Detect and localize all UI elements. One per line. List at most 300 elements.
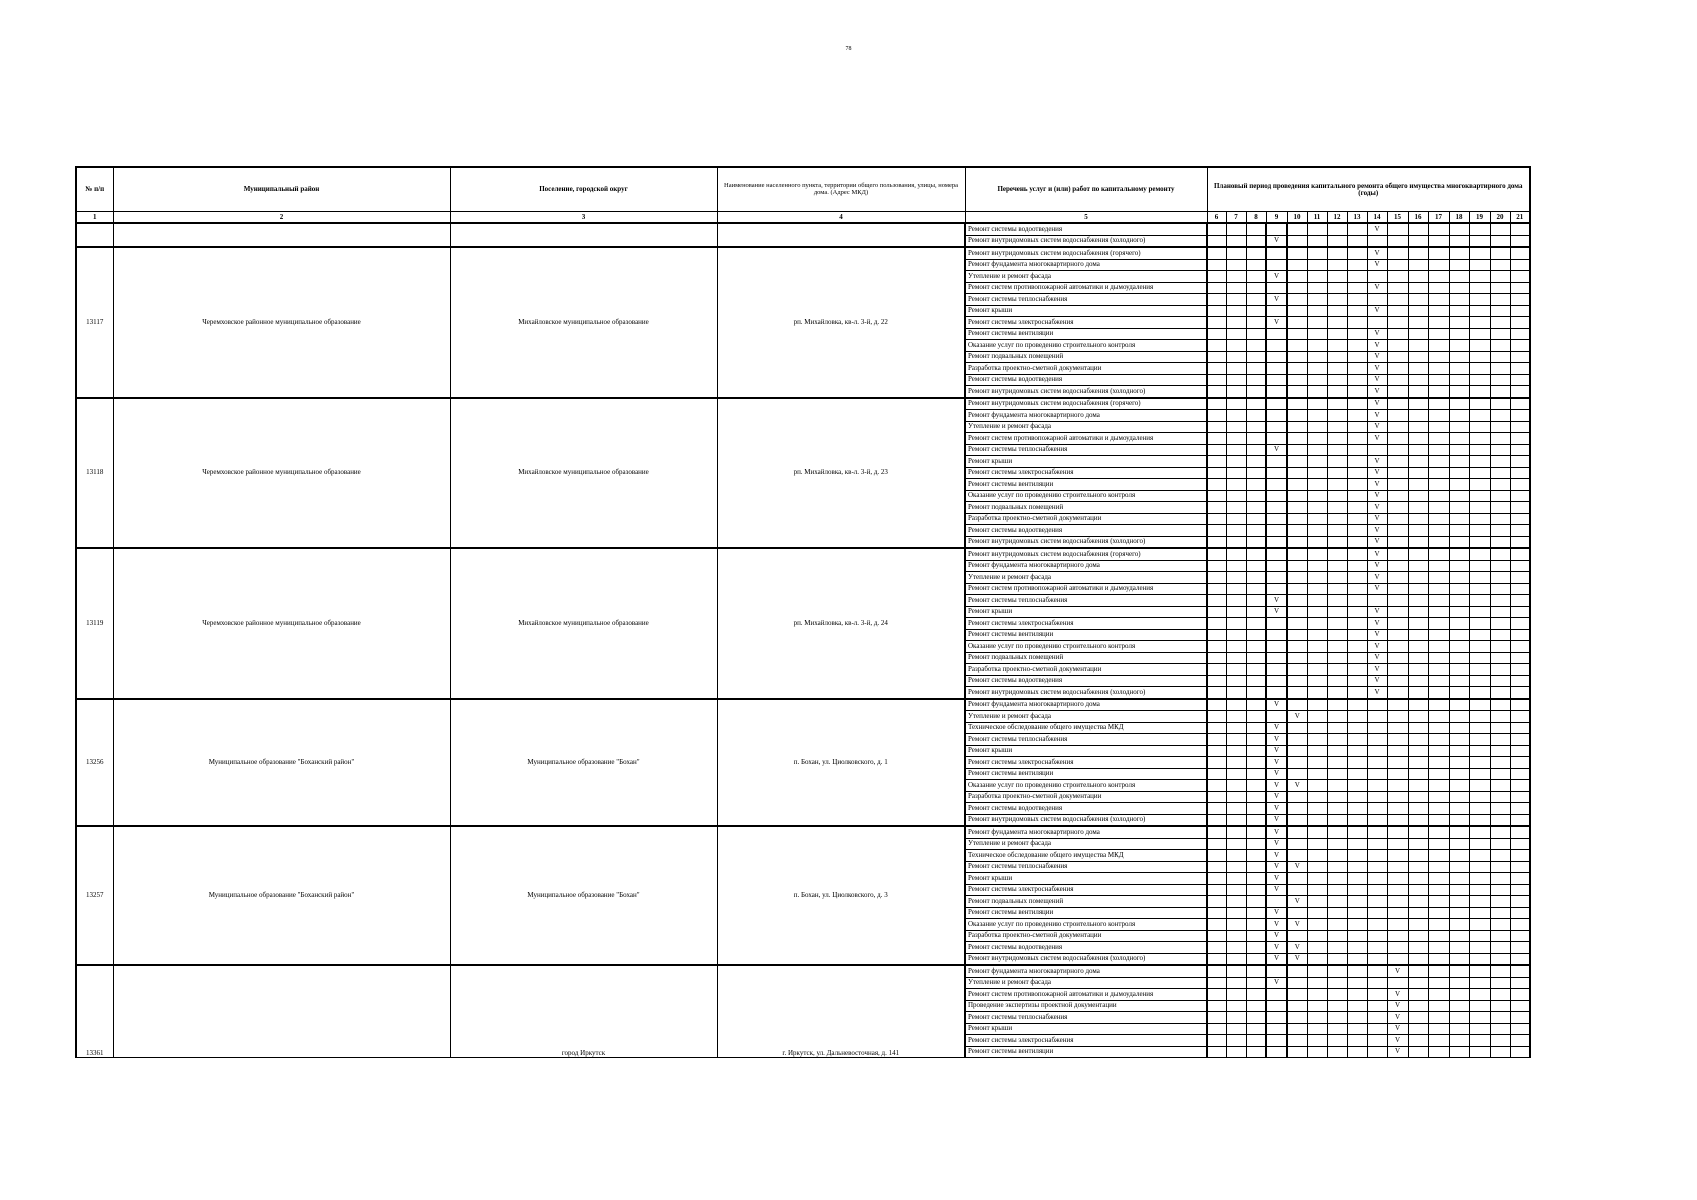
year-cell-9 bbox=[1266, 525, 1287, 537]
year-cell-21 bbox=[1510, 757, 1530, 769]
work-item: Разработка проектно-сметной документации bbox=[965, 791, 1207, 803]
year-cell-17 bbox=[1428, 479, 1449, 491]
year-cell-20 bbox=[1490, 826, 1510, 838]
year-cell-21 bbox=[1510, 641, 1530, 653]
year-cell-12 bbox=[1327, 977, 1347, 989]
year-cell-17 bbox=[1428, 560, 1449, 572]
year-cell-12 bbox=[1327, 1023, 1347, 1035]
header-number: № п/п bbox=[76, 167, 113, 212]
year-cell-13 bbox=[1347, 618, 1367, 630]
year-cell-13 bbox=[1347, 502, 1367, 514]
year-cell-6 bbox=[1207, 838, 1226, 850]
year-cell-16 bbox=[1408, 271, 1428, 283]
year-cell-20 bbox=[1490, 664, 1510, 676]
year-cell-11 bbox=[1307, 1000, 1327, 1012]
year-cell-13 bbox=[1347, 536, 1367, 548]
year-cell-19 bbox=[1469, 942, 1490, 954]
year-cell-11 bbox=[1307, 907, 1327, 919]
year-mark-9: V bbox=[1266, 850, 1287, 862]
year-cell-12 bbox=[1327, 490, 1347, 502]
year-cell-17 bbox=[1428, 1023, 1449, 1035]
year-cell-21 bbox=[1510, 1046, 1530, 1058]
year-cell-7 bbox=[1226, 305, 1246, 317]
year-cell-17 bbox=[1428, 305, 1449, 317]
work-item: Ремонт системы электроснабжения bbox=[965, 757, 1207, 769]
year-cell-12 bbox=[1327, 606, 1347, 618]
year-cell-11 bbox=[1307, 930, 1327, 942]
row-number: 13361 bbox=[76, 965, 113, 1058]
year-cell-19 bbox=[1469, 722, 1490, 734]
year-cell-7 bbox=[1226, 768, 1246, 780]
year-cell-18 bbox=[1449, 595, 1469, 607]
year-cell-9 bbox=[1266, 664, 1287, 676]
year-cell-10 bbox=[1287, 548, 1307, 560]
column-number: 6 bbox=[1207, 212, 1226, 224]
work-item: Утепление и ремонт фасада bbox=[965, 572, 1207, 584]
year-cell-19 bbox=[1469, 386, 1490, 398]
year-cell-19 bbox=[1469, 1000, 1490, 1012]
year-cell-18 bbox=[1449, 294, 1469, 306]
year-cell-13 bbox=[1347, 513, 1367, 525]
year-cell-13 bbox=[1347, 850, 1367, 862]
year-cell-10 bbox=[1287, 641, 1307, 653]
year-cell-15 bbox=[1387, 398, 1408, 410]
year-cell-9 bbox=[1266, 618, 1287, 630]
year-cell-13 bbox=[1347, 235, 1367, 247]
year-cell-19 bbox=[1469, 271, 1490, 283]
year-cell-15 bbox=[1387, 282, 1408, 294]
year-cell-8 bbox=[1246, 456, 1266, 468]
year-cell-13 bbox=[1347, 699, 1367, 711]
year-cell-17 bbox=[1428, 513, 1449, 525]
work-item: Ремонт системы электроснабжения bbox=[965, 618, 1207, 630]
year-cell-16 bbox=[1408, 513, 1428, 525]
year-mark-14: V bbox=[1367, 340, 1387, 352]
year-cell-18 bbox=[1449, 410, 1469, 422]
year-cell-15 bbox=[1387, 351, 1408, 363]
year-cell-14 bbox=[1367, 977, 1387, 989]
year-mark-15: V bbox=[1387, 1046, 1408, 1058]
year-cell-13 bbox=[1347, 814, 1367, 826]
year-cell-16 bbox=[1408, 919, 1428, 931]
year-cell-9 bbox=[1266, 363, 1287, 375]
year-cell-19 bbox=[1469, 699, 1490, 711]
year-cell-6 bbox=[1207, 328, 1226, 340]
year-cell-9 bbox=[1266, 965, 1287, 977]
year-cell-12 bbox=[1327, 641, 1347, 653]
year-cell-12 bbox=[1327, 826, 1347, 838]
year-cell-8 bbox=[1246, 1046, 1266, 1058]
year-cell-7 bbox=[1226, 525, 1246, 537]
year-cell-11 bbox=[1307, 317, 1327, 329]
year-cell-13 bbox=[1347, 745, 1367, 757]
work-item: Ремонт системы теплоснабжения bbox=[965, 1012, 1207, 1024]
year-cell-8 bbox=[1246, 398, 1266, 410]
year-cell-16 bbox=[1408, 930, 1428, 942]
year-cell-17 bbox=[1428, 652, 1449, 664]
year-mark-15: V bbox=[1387, 1000, 1408, 1012]
year-cell-20 bbox=[1490, 502, 1510, 514]
year-cell-11 bbox=[1307, 583, 1327, 595]
year-cell-20 bbox=[1490, 572, 1510, 584]
work-item: Ремонт внутридомовых систем водоснабжения (холодного) bbox=[965, 814, 1207, 826]
year-cell-16 bbox=[1408, 803, 1428, 815]
work-item: Техническое обследование общего имущества МКД bbox=[965, 850, 1207, 862]
year-cell-17 bbox=[1428, 444, 1449, 456]
year-cell-12 bbox=[1327, 850, 1347, 862]
year-cell-12 bbox=[1327, 664, 1347, 676]
year-cell-8 bbox=[1246, 873, 1266, 885]
header-settlement: Поселение, городской округ bbox=[450, 167, 717, 212]
year-cell-7 bbox=[1226, 386, 1246, 398]
year-cell-10 bbox=[1287, 502, 1307, 514]
year-cell-19 bbox=[1469, 814, 1490, 826]
year-cell-16 bbox=[1408, 536, 1428, 548]
year-cell-8 bbox=[1246, 548, 1266, 560]
year-cell-15 bbox=[1387, 317, 1408, 329]
year-cell-7 bbox=[1226, 826, 1246, 838]
year-mark-9: V bbox=[1266, 884, 1287, 896]
year-cell-13 bbox=[1347, 1000, 1367, 1012]
year-cell-8 bbox=[1246, 259, 1266, 271]
year-cell-13 bbox=[1347, 791, 1367, 803]
year-cell-8 bbox=[1246, 699, 1266, 711]
year-cell-20 bbox=[1490, 433, 1510, 445]
year-cell-11 bbox=[1307, 953, 1327, 965]
work-item: Ремонт системы водоотведения bbox=[965, 803, 1207, 815]
year-cell-19 bbox=[1469, 664, 1490, 676]
year-cell-14 bbox=[1367, 699, 1387, 711]
year-cell-21 bbox=[1510, 363, 1530, 375]
year-cell-11 bbox=[1307, 386, 1327, 398]
year-mark-9: V bbox=[1266, 826, 1287, 838]
year-cell-13 bbox=[1347, 989, 1367, 1001]
year-cell-21 bbox=[1510, 536, 1530, 548]
year-cell-7 bbox=[1226, 247, 1246, 259]
year-cell-18 bbox=[1449, 652, 1469, 664]
year-cell-19 bbox=[1469, 282, 1490, 294]
year-cell-10 bbox=[1287, 803, 1307, 815]
year-cell-21 bbox=[1510, 223, 1530, 235]
year-cell-14 bbox=[1367, 791, 1387, 803]
year-mark-10: V bbox=[1287, 942, 1307, 954]
year-cell-18 bbox=[1449, 850, 1469, 862]
year-mark-9: V bbox=[1266, 734, 1287, 746]
year-cell-19 bbox=[1469, 965, 1490, 977]
year-cell-18 bbox=[1449, 235, 1469, 247]
year-cell-12 bbox=[1327, 699, 1347, 711]
year-cell-19 bbox=[1469, 861, 1490, 873]
work-item: Ремонт крыши bbox=[965, 305, 1207, 317]
year-mark-9: V bbox=[1266, 722, 1287, 734]
year-cell-16 bbox=[1408, 780, 1428, 792]
year-cell-6 bbox=[1207, 560, 1226, 572]
year-cell-19 bbox=[1469, 223, 1490, 235]
year-cell-17 bbox=[1428, 618, 1449, 630]
year-cell-7 bbox=[1226, 618, 1246, 630]
year-cell-9 bbox=[1266, 386, 1287, 398]
year-cell-15 bbox=[1387, 421, 1408, 433]
year-cell-6 bbox=[1207, 814, 1226, 826]
year-cell-19 bbox=[1469, 618, 1490, 630]
year-cell-8 bbox=[1246, 803, 1266, 815]
year-cell-18 bbox=[1449, 745, 1469, 757]
year-mark-14: V bbox=[1367, 548, 1387, 560]
year-cell-18 bbox=[1449, 317, 1469, 329]
year-cell-15 bbox=[1387, 664, 1408, 676]
year-cell-21 bbox=[1510, 398, 1530, 410]
year-cell-18 bbox=[1449, 479, 1469, 491]
year-mark-14: V bbox=[1367, 421, 1387, 433]
year-cell-6 bbox=[1207, 536, 1226, 548]
year-cell-9 bbox=[1266, 223, 1287, 235]
year-cell-18 bbox=[1449, 536, 1469, 548]
year-cell-14 bbox=[1367, 953, 1387, 965]
year-cell-20 bbox=[1490, 247, 1510, 259]
year-cell-8 bbox=[1246, 606, 1266, 618]
year-cell-8 bbox=[1246, 223, 1266, 235]
table-body bbox=[76, 223, 1530, 1058]
year-cell-7 bbox=[1226, 259, 1246, 271]
year-cell-7 bbox=[1226, 965, 1246, 977]
year-cell-7 bbox=[1226, 745, 1246, 757]
year-cell-7 bbox=[1226, 479, 1246, 491]
year-cell-18 bbox=[1449, 965, 1469, 977]
year-cell-11 bbox=[1307, 699, 1327, 711]
year-cell-14 bbox=[1367, 826, 1387, 838]
year-cell-6 bbox=[1207, 456, 1226, 468]
year-cell-16 bbox=[1408, 826, 1428, 838]
year-cell-8 bbox=[1246, 989, 1266, 1001]
year-cell-14 bbox=[1367, 768, 1387, 780]
year-cell-19 bbox=[1469, 456, 1490, 468]
year-cell-19 bbox=[1469, 745, 1490, 757]
year-cell-21 bbox=[1510, 919, 1530, 931]
year-cell-20 bbox=[1490, 328, 1510, 340]
year-cell-8 bbox=[1246, 675, 1266, 687]
year-cell-18 bbox=[1449, 664, 1469, 676]
year-cell-7 bbox=[1226, 977, 1246, 989]
year-cell-13 bbox=[1347, 780, 1367, 792]
column-number: 18 bbox=[1449, 212, 1469, 224]
year-cell-16 bbox=[1408, 421, 1428, 433]
year-cell-21 bbox=[1510, 572, 1530, 584]
year-cell-8 bbox=[1246, 814, 1266, 826]
year-cell-17 bbox=[1428, 757, 1449, 769]
year-cell-6 bbox=[1207, 502, 1226, 514]
year-cell-6 bbox=[1207, 606, 1226, 618]
year-cell-13 bbox=[1347, 1046, 1367, 1058]
year-cell-20 bbox=[1490, 989, 1510, 1001]
year-cell-21 bbox=[1510, 780, 1530, 792]
year-cell-15 bbox=[1387, 791, 1408, 803]
year-cell-7 bbox=[1226, 351, 1246, 363]
work-item: Утепление и ремонт фасада bbox=[965, 421, 1207, 433]
year-cell-15 bbox=[1387, 294, 1408, 306]
year-cell-11 bbox=[1307, 560, 1327, 572]
year-cell-18 bbox=[1449, 942, 1469, 954]
year-cell-6 bbox=[1207, 791, 1226, 803]
year-cell-21 bbox=[1510, 652, 1530, 664]
year-cell-8 bbox=[1246, 583, 1266, 595]
year-cell-10 bbox=[1287, 583, 1307, 595]
year-cell-16 bbox=[1408, 305, 1428, 317]
year-cell-20 bbox=[1490, 965, 1510, 977]
year-cell-13 bbox=[1347, 652, 1367, 664]
year-cell-6 bbox=[1207, 687, 1226, 699]
year-cell-18 bbox=[1449, 814, 1469, 826]
year-cell-11 bbox=[1307, 467, 1327, 479]
year-cell-16 bbox=[1408, 791, 1428, 803]
year-mark-14: V bbox=[1367, 664, 1387, 676]
row-settlement: Михайловское муниципальное образование bbox=[450, 548, 717, 699]
year-cell-12 bbox=[1327, 317, 1347, 329]
year-cell-11 bbox=[1307, 838, 1327, 850]
column-number: 17 bbox=[1428, 212, 1449, 224]
year-cell-14 bbox=[1367, 907, 1387, 919]
year-cell-17 bbox=[1428, 583, 1449, 595]
year-cell-15 bbox=[1387, 838, 1408, 850]
year-cell-15 bbox=[1387, 803, 1408, 815]
year-cell-12 bbox=[1327, 560, 1347, 572]
year-cell-20 bbox=[1490, 456, 1510, 468]
year-cell-6 bbox=[1207, 711, 1226, 723]
year-cell-8 bbox=[1246, 513, 1266, 525]
year-cell-10 bbox=[1287, 490, 1307, 502]
year-cell-21 bbox=[1510, 247, 1530, 259]
year-cell-17 bbox=[1428, 711, 1449, 723]
year-cell-19 bbox=[1469, 351, 1490, 363]
year-cell-20 bbox=[1490, 711, 1510, 723]
year-cell-6 bbox=[1207, 259, 1226, 271]
column-number: 4 bbox=[717, 212, 965, 224]
year-cell-8 bbox=[1246, 641, 1266, 653]
work-item: Ремонт подвальных помещений bbox=[965, 652, 1207, 664]
year-cell-17 bbox=[1428, 223, 1449, 235]
year-cell-9 bbox=[1266, 711, 1287, 723]
year-cell-12 bbox=[1327, 247, 1347, 259]
row-district: Черемховское районное муниципальное образование bbox=[113, 398, 450, 549]
year-mark-15: V bbox=[1387, 965, 1408, 977]
year-cell-14 bbox=[1367, 1023, 1387, 1035]
work-item: Ремонт системы вентиляции bbox=[965, 629, 1207, 641]
year-cell-18 bbox=[1449, 1046, 1469, 1058]
year-cell-13 bbox=[1347, 907, 1367, 919]
year-cell-9 bbox=[1266, 398, 1287, 410]
year-cell-12 bbox=[1327, 919, 1347, 931]
year-cell-6 bbox=[1207, 595, 1226, 607]
year-cell-17 bbox=[1428, 953, 1449, 965]
year-cell-20 bbox=[1490, 629, 1510, 641]
year-cell-15 bbox=[1387, 560, 1408, 572]
year-cell-13 bbox=[1347, 282, 1367, 294]
year-cell-11 bbox=[1307, 629, 1327, 641]
year-cell-14 bbox=[1367, 884, 1387, 896]
work-item: Ремонт фундамента многоквартирного дома bbox=[965, 410, 1207, 422]
year-cell-8 bbox=[1246, 652, 1266, 664]
year-cell-19 bbox=[1469, 989, 1490, 1001]
year-cell-8 bbox=[1246, 294, 1266, 306]
year-cell-13 bbox=[1347, 490, 1367, 502]
year-cell-20 bbox=[1490, 919, 1510, 931]
year-cell-19 bbox=[1469, 548, 1490, 560]
year-cell-8 bbox=[1246, 560, 1266, 572]
year-cell-12 bbox=[1327, 410, 1347, 422]
year-cell-15 bbox=[1387, 548, 1408, 560]
year-mark-9: V bbox=[1266, 271, 1287, 283]
year-cell-20 bbox=[1490, 675, 1510, 687]
year-cell-14 bbox=[1367, 1046, 1387, 1058]
year-cell-11 bbox=[1307, 1012, 1327, 1024]
year-cell-10 bbox=[1287, 606, 1307, 618]
year-cell-12 bbox=[1327, 479, 1347, 491]
year-cell-17 bbox=[1428, 791, 1449, 803]
year-cell-13 bbox=[1347, 456, 1367, 468]
year-cell-19 bbox=[1469, 803, 1490, 815]
year-cell-12 bbox=[1327, 884, 1347, 896]
year-cell-8 bbox=[1246, 502, 1266, 514]
year-cell-10 bbox=[1287, 259, 1307, 271]
year-cell-18 bbox=[1449, 722, 1469, 734]
year-cell-21 bbox=[1510, 942, 1530, 954]
year-cell-12 bbox=[1327, 803, 1347, 815]
year-cell-8 bbox=[1246, 1035, 1266, 1047]
year-cell-20 bbox=[1490, 305, 1510, 317]
year-cell-10 bbox=[1287, 421, 1307, 433]
work-item: Ремонт системы теплоснабжения bbox=[965, 734, 1207, 746]
year-cell-16 bbox=[1408, 282, 1428, 294]
year-cell-8 bbox=[1246, 687, 1266, 699]
year-cell-13 bbox=[1347, 433, 1367, 445]
row-number: 13256 bbox=[76, 699, 113, 827]
year-cell-19 bbox=[1469, 247, 1490, 259]
year-cell-19 bbox=[1469, 953, 1490, 965]
row-settlement: Муниципальное образование "Бохан" bbox=[450, 699, 717, 827]
year-cell-20 bbox=[1490, 363, 1510, 375]
year-cell-16 bbox=[1408, 618, 1428, 630]
year-cell-18 bbox=[1449, 259, 1469, 271]
year-cell-16 bbox=[1408, 734, 1428, 746]
year-cell-18 bbox=[1449, 618, 1469, 630]
year-cell-8 bbox=[1246, 444, 1266, 456]
year-cell-14 bbox=[1367, 444, 1387, 456]
year-cell-15 bbox=[1387, 490, 1408, 502]
year-cell-21 bbox=[1510, 1035, 1530, 1047]
year-cell-13 bbox=[1347, 548, 1367, 560]
year-mark-14: V bbox=[1367, 687, 1387, 699]
year-cell-20 bbox=[1490, 757, 1510, 769]
work-item: Утепление и ремонт фасада bbox=[965, 711, 1207, 723]
year-cell-10 bbox=[1287, 444, 1307, 456]
year-cell-19 bbox=[1469, 652, 1490, 664]
year-cell-16 bbox=[1408, 641, 1428, 653]
year-mark-9: V bbox=[1266, 317, 1287, 329]
year-cell-8 bbox=[1246, 572, 1266, 584]
year-cell-8 bbox=[1246, 618, 1266, 630]
year-cell-18 bbox=[1449, 1023, 1469, 1035]
year-cell-15 bbox=[1387, 641, 1408, 653]
year-cell-9 bbox=[1266, 374, 1287, 386]
year-cell-12 bbox=[1327, 780, 1347, 792]
year-cell-8 bbox=[1246, 826, 1266, 838]
year-cell-6 bbox=[1207, 467, 1226, 479]
year-cell-11 bbox=[1307, 595, 1327, 607]
year-cell-12 bbox=[1327, 629, 1347, 641]
row-settlement: Муниципальное образование "Бохан" bbox=[450, 826, 717, 965]
year-cell-6 bbox=[1207, 1023, 1226, 1035]
year-cell-21 bbox=[1510, 560, 1530, 572]
year-cell-19 bbox=[1469, 235, 1490, 247]
